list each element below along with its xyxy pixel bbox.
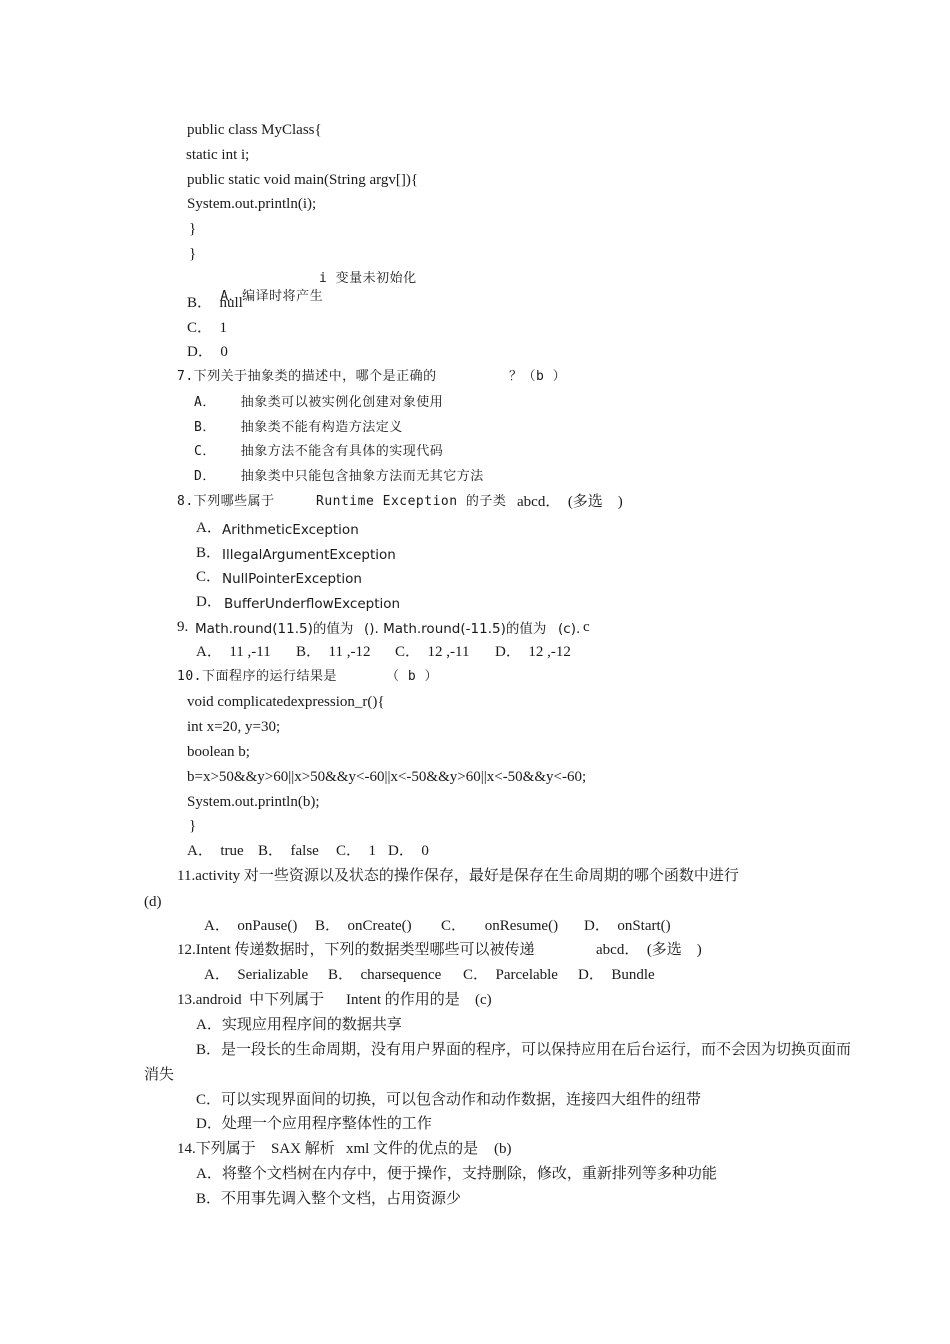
q8-option-letter: C． [196, 569, 222, 585]
q8-option-letter: D． [196, 594, 222, 610]
code-line: } [189, 221, 197, 237]
q11-answer: (d) [144, 894, 162, 910]
q7-option: A． 抽象类可以被实例化创建对象使用 [194, 395, 444, 410]
q12-option: C． Parcelable [463, 967, 558, 983]
q10-option: D． 0 [388, 843, 429, 859]
q10-option: B． false [258, 843, 319, 859]
q13-option: B．是一段长的生命周期，没有用户界面的程序，可以保持应用在后台运行，而不会因为切换页面而 [196, 1042, 852, 1058]
q10-code-line: void complicatedexpression_r(){ [187, 694, 385, 710]
q10-code-line: int x=20, y=30; [187, 719, 281, 735]
q13-question-left: 13.android 中下列属于 [177, 992, 325, 1008]
q7-question: 7.下列关于抽象类的描述中，哪个是正确的 [177, 369, 437, 384]
q10-option: C． 1 [336, 843, 377, 859]
code-line: } [189, 246, 197, 262]
q10-question: 10.下面程序的运行结果是 [177, 669, 337, 684]
q11-option: B． onCreate() [315, 918, 412, 934]
q12-option: B． charsequence [328, 967, 442, 983]
q9-option: A． 11 ,-11 [196, 644, 271, 660]
code-line: public static void main(String argv[]){ [187, 172, 419, 188]
q9-number: 9. [177, 619, 189, 635]
q10-code-line: } [189, 818, 197, 834]
q14-question-xml: xml 文件的优点的是 [346, 1141, 479, 1157]
q9-part1: Math.round(11.5)的值为 [195, 621, 354, 637]
q12-option: A． Serializable [204, 967, 309, 983]
q10-option: A． true [187, 843, 244, 859]
q11-option: D． onStart() [584, 918, 671, 934]
q9-mark: c [583, 619, 590, 635]
q6-option-a-left: A．编译时将产生 [220, 289, 324, 304]
q6-option-b: B． null [187, 295, 243, 311]
q9-part2: (). Math.round(-11.5)的值为 [364, 621, 547, 637]
q8-option-text: IllegalArgumentException [222, 547, 396, 563]
q13-option: A．实现应用程序间的数据共享 [196, 1017, 402, 1033]
q14-question-sax: SAX 解析 [271, 1141, 335, 1157]
q12-option: D． Bundle [578, 967, 655, 983]
q13-question-mid: Intent 的作用的是 [346, 992, 460, 1008]
q10-code-line: boolean b; [187, 744, 250, 760]
q12-answer: abcd． (多选 ) [596, 942, 702, 958]
q8-option-text: ArithmeticException [222, 522, 359, 538]
q12-question: 12.Intent 传递数据时，下列的数据类型哪些可以被传递 [177, 942, 535, 958]
code-line: static int i; [186, 147, 250, 163]
q10-answer: （ b ） [386, 669, 438, 684]
q8-option-text: BufferUnderflowException [224, 596, 401, 612]
q8-answer: abcd． (多选 ) [517, 494, 623, 510]
q6-option-a-right: i 变量未初始化 [319, 271, 417, 286]
q8-option-letter: A． [196, 520, 222, 536]
q13-option: D．处理一个应用程序整体性的工作 [196, 1116, 432, 1132]
q10-code-line: b=x>50&&y>60||x>50&&y<-60||x<-50&&y>60||x<-50&&y<-60; [187, 769, 587, 785]
q10-code-line: System.out.println(b); [187, 794, 320, 810]
q14-question-left: 14.下列属于 [177, 1141, 256, 1157]
q7-option: B． 抽象类不能有构造方法定义 [194, 420, 403, 435]
q9-option: C． 12 ,-11 [395, 644, 470, 660]
q7-answer: ？（b ） [509, 369, 567, 384]
q9-option: B． 11 ,-12 [296, 644, 371, 660]
q13-answer: (c) [475, 992, 492, 1008]
q14-option: A．将整个文档树在内存中，便于操作，支持删除，修改，重新排列等多种功能 [196, 1166, 717, 1182]
q11-option: A． onPause() [204, 918, 298, 934]
q9-part3: (c). [558, 621, 581, 637]
q8-option-text: NullPointerException [222, 571, 362, 587]
q11-question: 11.activity 对一些资源以及状态的操作保存，最好是保存在生命周期的哪个函数中进行 [177, 868, 739, 884]
q14-answer: (b) [494, 1141, 512, 1157]
q13-option: C．可以实现界面间的切换，可以包含动作和动作数据，连接四大组件的纽带 [196, 1092, 702, 1108]
code-line: public class MyClass{ [187, 122, 322, 138]
q11-option: C． onResume() [441, 918, 559, 934]
q14-option: B．不用事先调入整个文档，占用资源少 [196, 1191, 462, 1207]
q8-question-mid: Runtime Exception 的子类 [316, 494, 507, 509]
q9-option: D． 12 ,-12 [495, 644, 571, 660]
q6-option-c: C． 1 [187, 320, 228, 336]
q6-option-d: D． 0 [187, 344, 228, 360]
q7-option: D． 抽象类中只能包含抽象方法而无其它方法 [194, 469, 484, 484]
q8-question-left: 8.下列哪些属于 [177, 494, 275, 509]
q8-option-letter: B． [196, 545, 222, 561]
q7-option: C． 抽象方法不能含有具体的实现代码 [194, 444, 444, 459]
q13-option-continuation: 消失 [144, 1067, 175, 1083]
code-line: System.out.println(i); [187, 196, 317, 212]
